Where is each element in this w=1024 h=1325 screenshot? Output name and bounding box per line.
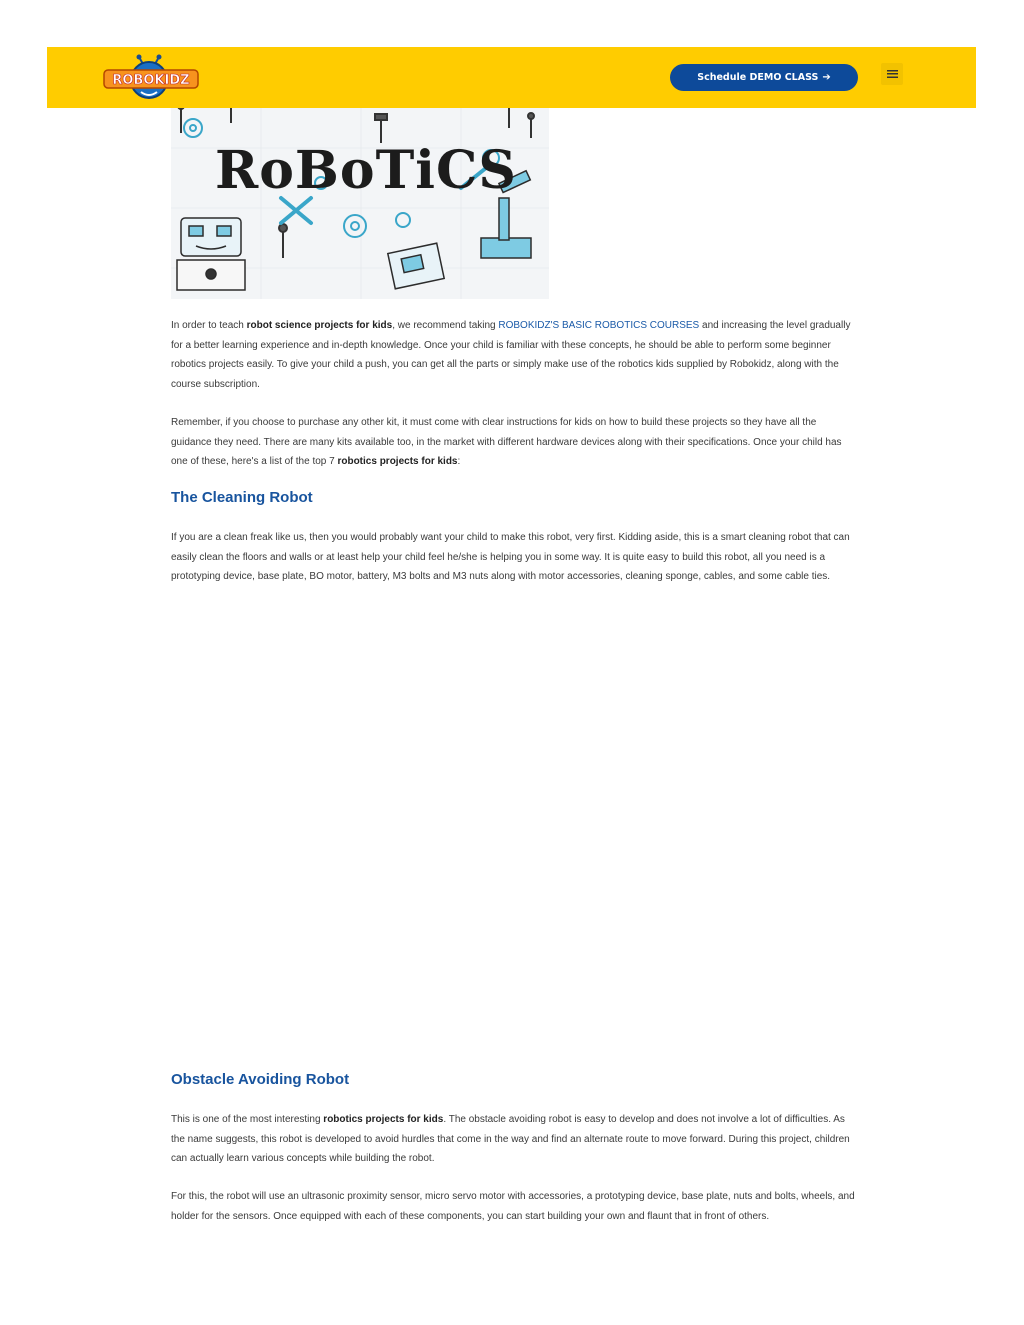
site-header	[47, 47, 976, 108]
intro-section	[171, 316, 859, 394]
schedule-demo-button[interactable]	[670, 64, 858, 91]
robokidz-logo[interactable]	[103, 54, 199, 100]
bold-keyword: robot science projects for kids	[246, 320, 393, 331]
intro-paragraph-1: In order to teach robot science projects for kids, we recommend taking ROBOKIDZ'S BASIC ROBOTICS COURSES and increasing the level gradually for a better learning experience and in-depth knowledge. Once your child is familiar with these concepts, he should be able to perform some beginner robotics projects easily. To give your child a push, you can get all the parts or simply make use of the robotics kids supplied by Robokidz, along with the course subscription.	[171, 320, 851, 390]
schedule-demo-label: Schedule DEMO CLASS	[697, 72, 819, 83]
obstacle-robot-body	[171, 1110, 859, 1169]
cleaning-robot-section	[171, 489, 859, 506]
arrow-circle-right-icon: ➔	[822, 72, 831, 83]
intro-section-2	[171, 413, 859, 472]
cleaning-robot-heading: The Cleaning Robot	[171, 489, 313, 506]
logo-wordmark: ROBOKIDZ	[112, 73, 190, 88]
hero-robotics-title: RoBoTiCS	[215, 140, 517, 201]
obstacle-robot-body-2	[171, 1187, 859, 1226]
cleaning-robot-body	[171, 528, 859, 587]
hamburger-menu-icon	[887, 70, 898, 78]
bold-keyword: robotics projects for kids	[323, 1114, 444, 1125]
robokidz-courses-link[interactable]: ROBOKIDZ'S BASIC ROBOTICS COURSES	[498, 320, 700, 331]
cleaning-robot-paragraph: If you are a clean freak like us, then you would probably want your child to make this robot, very first. Kidding aside, this is a smart cleaning robot that can easily clean the floors and walls or at least help your child feel he/she is helping you in some way. It is quite easy to build this robot, all you need is a prototyping device, base plate, BO motor, battery, M3 bolts and M3 nuts along with motor accessories, cleaning sponge, cables, and some cable ties.	[171, 532, 850, 583]
obstacle-paragraph-1: This is one of the most interesting robotics projects for kids. The obstacle avoiding robot is easy to develop and does not involve a lot of difficulties. As the name suggests, this robot is developed to avoid hurdles that come in the way and find an alternate route to move forward. During this project, children can actually learn various concepts while building the robot.	[171, 1114, 850, 1165]
obstacle-paragraph-2: For this, the robot will use an ultrasonic proximity sensor, micro servo motor with accessories, a prototyping device, base plate, nuts and bolts, wheels, and holder for the sensors. Once equipped with each of these components, you can start building your own and flaunt that in front of others.	[171, 1191, 855, 1222]
obstacle-robot-heading: Obstacle Avoiding Robot	[171, 1071, 350, 1088]
obstacle-robot-section	[171, 1071, 859, 1088]
robotics-hero-image	[171, 88, 549, 299]
intro-paragraph-2: Remember, if you choose to purchase any other kit, it must come with clear instructions for kids on how to build these projects so they have all the guidance they need. There are many kits available too, in the market with different hardware devices along with their specifications. Once your child has one of these, here's a list of the top 7 robotics projects for kids:	[171, 417, 842, 468]
menu-toggle-button[interactable]	[881, 63, 903, 85]
bold-keyword: robotics projects for kids	[337, 456, 458, 468]
